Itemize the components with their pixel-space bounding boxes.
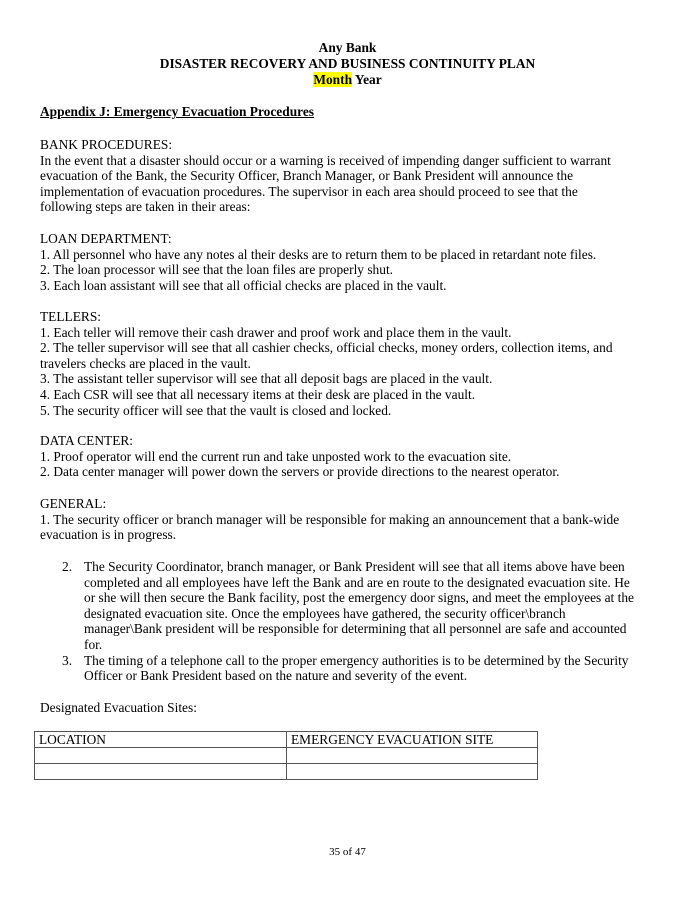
list-number: 2.: [62, 559, 73, 574]
table-cell-location: [35, 748, 287, 764]
section-heading: LOAN DEPARTMENT:: [40, 231, 172, 246]
list-item: [62, 559, 642, 653]
column-header-location: LOCATION: [35, 732, 287, 748]
section-data-center: [40, 433, 660, 480]
table-row: [35, 748, 538, 764]
column-header-evacuation-site: EMERGENCY EVACUATION SITE: [287, 732, 538, 748]
list-item: 2. The loan processor will see that the loan files are properly shut.: [40, 262, 394, 278]
list-item: 1. Proof operator will end the current run and take unposted work to the evacuation site.: [40, 448, 512, 464]
header-month-highlighted: Month: [313, 72, 353, 87]
table-row: [35, 764, 538, 780]
list-number: 3.: [62, 652, 73, 668]
list-item: 5. The security officer will see that the vault is closed and locked.: [40, 402, 392, 418]
section-bank-procedures: [40, 137, 660, 215]
evacuation-sites-table: [34, 731, 538, 780]
list-item: 1. All personnel who have any notes al their desks are to return them to be placed in retardant note files.: [40, 246, 597, 262]
header-plan-title: DISASTER RECOVERY AND BUSINESS CONTINUITY PLAN: [159, 56, 536, 71]
list-item: 2. The teller supervisor will see that all cashier checks, official checks, money orders, collection items, and: [40, 340, 613, 356]
list-text: The Security Coordinator, branch manager, or Bank President will see that all items above have been completed and all employees have left the Bank and are en route to the designated evacuation site. He or she will then secure the Bank facility, post the emergency door signs, and meet the employees at the designated evacuation site. Once the employees have gathered, the security officer\branch manager\Bank president will be responsible for determining that all personnel are safe and accounted for.: [84, 559, 634, 652]
section-heading: DATA CENTER:: [40, 433, 134, 448]
table-cell-evacuation-site: [287, 764, 538, 780]
section-loan-department: [40, 231, 660, 293]
list-item: 1. Each teller will remove their cash drawer and proof work and place them in the vault.: [40, 324, 512, 340]
section-tellers: [40, 309, 660, 418]
general-numbered-list: [62, 559, 642, 684]
paragraph-line: implementation of evacuation procedures. The supervisor in each area should proceed to see that the: [40, 183, 578, 199]
section-heading: GENERAL:: [40, 496, 107, 511]
list-item: 4. Each CSR will see that all necessary items at their desk are placed in the vault.: [40, 386, 476, 402]
header-year: Year: [354, 72, 382, 87]
list-item: 1. The security officer or branch manager will be responsible for making an announcement that a bank-wide: [40, 511, 620, 527]
header-bank-name: Any Bank: [318, 40, 377, 55]
paragraph-line: In the event that a disaster should occur or a warning is received of impending danger sufficient to warrant: [40, 152, 611, 168]
section-heading: BANK PROCEDURES:: [40, 137, 173, 152]
table-header-row: [35, 732, 538, 748]
list-text: The timing of a telephone call to the proper emergency authorities is to be determined by the Security Officer or Bank President based on the nature and severity of the event.: [84, 652, 629, 684]
list-item: 2. Data center manager will power down the servers or provide directions to the nearest operator.: [40, 464, 560, 480]
section-heading: TELLERS:: [40, 309, 101, 324]
evacuation-sites-label: Designated Evacuation Sites:: [40, 700, 197, 715]
list-item: 3. Each loan assistant will see that all official checks are placed in the vault.: [40, 277, 447, 293]
table-cell-evacuation-site: [287, 748, 538, 764]
list-item: 3. The assistant teller supervisor will see that all deposit bags are placed in the vault.: [40, 371, 493, 387]
paragraph-line: following steps are taken in their areas:: [40, 199, 251, 215]
list-item: [62, 653, 642, 684]
list-item: travelers checks are placed in the vault.: [40, 355, 251, 371]
paragraph-line: evacuation of the Bank, the Security Officer, Branch Manager, or Bank President will announce the: [40, 168, 574, 184]
page-number: 35 of 47: [329, 846, 366, 858]
appendix-title: Appendix J: Emergency Evacuation Procedures: [40, 104, 315, 119]
section-general: [40, 496, 660, 543]
table-cell-location: [35, 764, 287, 780]
header-date: [0, 72, 695, 88]
list-item: evacuation is in progress.: [40, 527, 177, 543]
